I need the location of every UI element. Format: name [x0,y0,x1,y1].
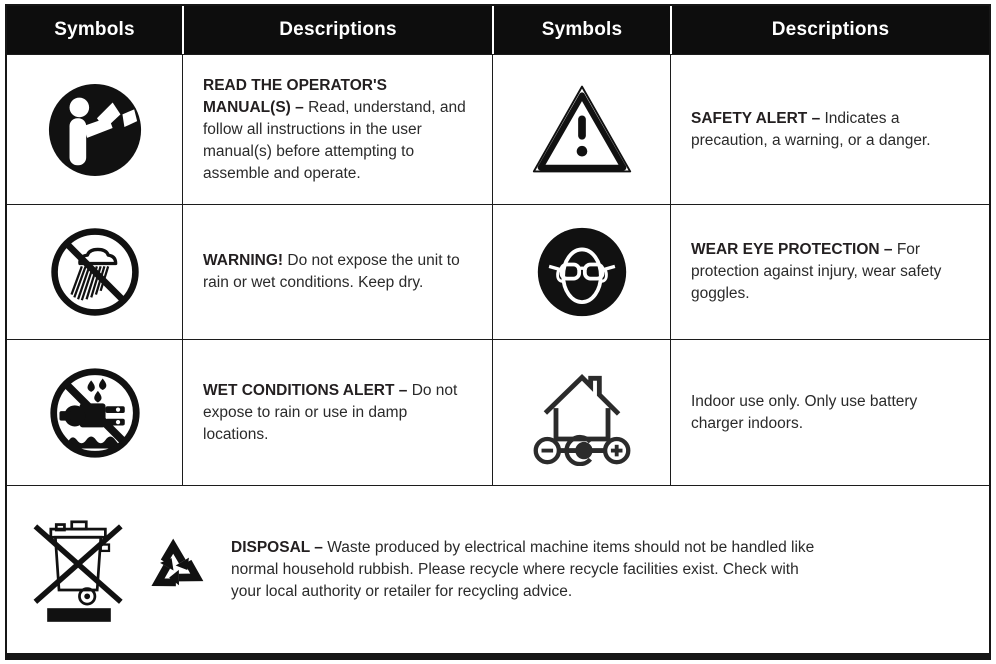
description-body: For protection against injury, wear safety goggles. [691,241,942,302]
wet-conditions-icon [47,365,143,461]
description-body: Indicates a precaution, a warning, or a danger. [691,109,931,149]
description-text [691,391,973,435]
symbol-cell-eye-protection [492,204,670,339]
description-lead: WARNING! [203,252,284,269]
description-body: Indoor use only. Only use battery charger indoors. [691,392,918,432]
disposal-body: Waste produced by electrical machine items should not be handled like normal household rubbish. Please recycle where recycle facilities exist. Check with your local authority or retailer for recycling advice. [231,538,815,600]
weee-bin-icon [29,514,129,626]
description-lead: SAFETY ALERT – [691,109,821,127]
read-manual-icon [46,81,144,179]
disposal-icons [29,514,211,626]
header-symbols-2: Symbols [492,6,670,54]
disposal-lead: DISPOSAL – [231,538,323,556]
header-descriptions-2: Descriptions [670,6,989,54]
symbols-table [5,4,991,660]
description-text [203,380,476,446]
desc-cell-warning-rain [182,204,492,339]
disposal-text [231,537,831,603]
header-symbols-1: Symbols [7,6,182,54]
desc-cell-indoor-use [670,339,989,485]
desc-cell-safety-alert [670,54,989,204]
description-lead: WET CONDITIONS ALERT – [203,381,408,399]
symbol-cell-wet-conditions [7,339,182,485]
safety-alert-icon [529,81,635,179]
description-body: Do not expose to rain or use in damp locations. [203,381,458,443]
description-lead: WEAR EYE PROTECTION – [691,241,893,258]
description-text [203,250,476,294]
desc-cell-eye-protection [670,204,989,339]
symbol-cell-indoor-use [492,339,670,485]
wear-eye-protection-icon [535,225,629,319]
desc-cell-read-manual [182,54,492,204]
desc-cell-wet-conditions [182,339,492,485]
header-descriptions-1: Descriptions [182,6,492,54]
description-body: Do not expose the unit to rain or wet conditions. Keep dry. [203,252,460,291]
symbol-cell-no-rain [7,204,182,339]
disposal-row [7,485,989,653]
symbol-cell-read-manual [7,54,182,204]
recycle-icon [141,535,211,605]
indoor-use-icon [528,360,636,466]
description-text [203,75,476,185]
description-lead: READ THE OPERATOR'S MANUAL(S) – [203,76,387,116]
no-rain-icon [48,225,142,319]
description-body: Read, understand, and follow all instructions in the user manual(s) before attempting to assemble and operate. [203,98,466,182]
symbol-cell-safety-alert [492,54,670,204]
description-text [691,108,973,152]
description-text [691,239,973,305]
